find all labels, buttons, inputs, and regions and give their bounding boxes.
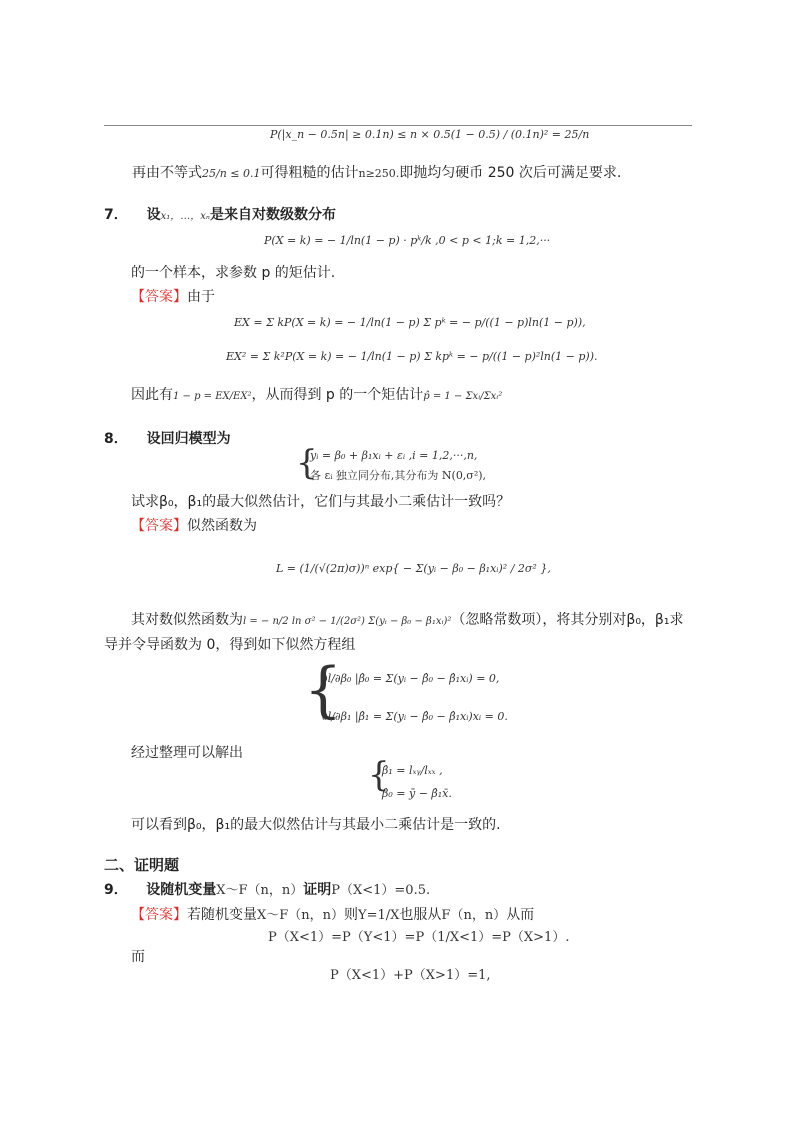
q9-answer-a: 若随机变量 [187, 907, 257, 923]
q9-number: 9． [104, 882, 128, 898]
q8-solve-line [131, 742, 243, 762]
q7-number: 7． [104, 207, 128, 223]
q8-equation1 [322, 672, 499, 685]
section-heading [104, 854, 179, 875]
q8-eq2-text: ∂l/∂β₁ |β̂₁ = Σ(yᵢ − β̂₀ − β̂₁xᵢ)xᵢ = 0. [322, 710, 508, 723]
q7-sample-line [131, 262, 335, 282]
q9-answer-math3: F（n，n） [441, 908, 507, 923]
q8-solution2 [382, 787, 452, 800]
q9-heading [104, 879, 430, 899]
q8-loglik-prefix: 其对数似然函数为 [131, 612, 243, 628]
q7-ex2 [226, 350, 598, 363]
q7-lead: 设 [146, 207, 161, 223]
q8-equations-brace: { [304, 655, 343, 725]
q8-title: 设回归模型为 [146, 431, 231, 447]
inequality-suffix: 即抛均匀硬币 250 次后可满足要求. [399, 165, 622, 181]
q9-chain-text: P（X<1）=P（Y<1）=P（1/X<1）=P（X>1）. [268, 930, 570, 945]
q8-solve-text: 经过整理可以解出 [131, 745, 243, 761]
q8-answer-line [131, 515, 257, 535]
q8-number: 8． [104, 431, 128, 447]
inequality-estimate: n≥250. [358, 167, 400, 180]
q8-likelihood-text: L = (1/(√(2π)σ))ⁿ exp{ − Σ(yᵢ − β₀ − β₁xᵢ)² / 2σ² }, [276, 562, 551, 575]
q9-title-b: 证明 [303, 882, 332, 898]
q8-sol2-text: β̂₀ = ȳ − β̂₁x̄. [382, 787, 452, 800]
q8-loglik-math: l = − n/2 ln σ² − 1/(2σ²) Σ(yᵢ − β₀ − β₁xᵢ)² [243, 616, 452, 627]
q7-conclude-mid: ，从而得到 p 的一个矩估计 [251, 387, 424, 403]
inequality-line [132, 162, 621, 182]
q8-eq1-text: ∂l/∂β₀ |β̂₀ = Σ(yᵢ − β̂₀ − β̂₁xᵢ) = 0, [322, 672, 500, 685]
q8-model-brace: { [296, 443, 318, 483]
header-rule [104, 125, 692, 126]
q7-title: 是来自对数级数分布 [209, 207, 336, 223]
answer-tag: 【答案】 [131, 518, 187, 534]
q7-conclusion [131, 384, 502, 404]
inequality-prefix: 再由不等式 [132, 165, 202, 181]
q8-solution1 [382, 764, 443, 777]
inequality-mid: 可得粗糙的估计 [260, 165, 359, 181]
q7-pmf [264, 234, 550, 247]
q7-ex1-text: EX = Σ kP(X = k) = − 1/ln(1 − p) Σ pᵏ = − p/((1 − p)ln(1 − p)), [234, 316, 586, 329]
answer-tag: 【答案】 [131, 907, 187, 923]
q8-final-text: 可以看到β₀，β₁的最大似然估计与其最小二乘估计是一致的. [131, 817, 501, 833]
q9-answer-b: 则 [344, 907, 359, 923]
q8-model-line2 [310, 467, 486, 483]
q7-conclude-math2: p̂ = 1 − Σxᵢ/Σxᵢ² [423, 391, 503, 402]
q8-question [131, 491, 510, 511]
q7-conclude-math1: 1 − p = EX/EX² [173, 391, 252, 402]
q9-and-text: 而 [131, 949, 145, 965]
q9-answer-d: 从而 [506, 907, 535, 923]
q7-answer-line [131, 286, 215, 306]
q8-sol1-text: β̂₁ = lₓᵧ/lₓₓ , [382, 764, 443, 777]
q8-model-line1 [310, 449, 477, 462]
q9-answer-line [131, 904, 534, 924]
q9-answer-math2: Y=1/X [358, 908, 400, 923]
q7-ex1 [234, 316, 586, 329]
q7-vars: x₁，…，xₙ [160, 211, 210, 222]
q7-pmf-text: P(X = k) = − 1/ln(1 − p) · pᵏ/k ,0 < p < 1;k = 1,2,··· [264, 234, 551, 247]
q9-sum [330, 964, 491, 983]
q8-ask-text: 试求β₀，β₁的最大似然估计，它们与其最小二乘估计一致吗？ [131, 494, 511, 510]
q8-loglik-line2 [104, 634, 355, 654]
q7-answer-text: 由于 [187, 289, 215, 305]
formula-text: P(|x_n − 0.5n| ≥ 0.1n) ≤ n × 0.5(1 − 0.5) / (0.1n)² = 25/n [270, 128, 590, 141]
q8-answer-text: 似然函数为 [187, 518, 257, 534]
q8-final [131, 814, 501, 834]
q9-sum-text: P（X<1）+P（X>1）=1, [330, 968, 491, 983]
q9-title-math1: X～F（n，n） [216, 883, 304, 898]
q7-ex2-text: EX² = Σ k²P(X = k) = − 1/ln(1 − p) Σ kpᵏ = − p/((1 − p)²ln(1 − p)). [226, 350, 598, 363]
answer-tag: 【答案】 [131, 289, 187, 305]
section-title: 二、证明题 [104, 856, 180, 874]
q8-model2-text: 各 εᵢ 独立同分布,其分布为 N(0,σ²), [310, 469, 487, 482]
q8-loglik-suffix: （忽略常数项），将其分别对β₀，β₁求 [451, 612, 684, 628]
q8-loglik-line [131, 609, 683, 629]
q7-conclude-prefix: 因此有 [131, 387, 173, 403]
q7-heading [104, 204, 336, 224]
inequality-math: 25/n ≤ 0.1 [202, 167, 261, 180]
q8-heading [104, 428, 231, 448]
q8-model1-text: yᵢ = β₀ + β₁xᵢ + εᵢ ,i = 1,2,···,n, [310, 449, 478, 462]
q9-answer-math1: X～F（n，n） [257, 908, 345, 923]
q7-sample-text: 的一个样本，求参数 p 的矩估计. [131, 265, 336, 281]
q8-loglik-line2-text: 导并令导函数为 0，得到如下似然方程组 [104, 637, 356, 653]
q8-likelihood [276, 562, 551, 575]
q9-and [131, 946, 145, 966]
q9-answer-c: 也服从 [399, 907, 442, 923]
tail-bound-formula [270, 127, 589, 141]
q8-equation2 [322, 710, 508, 723]
q8-solution-brace: { [368, 755, 390, 795]
q9-chain [268, 926, 569, 945]
q9-title-math2: P（X<1）=0.5. [331, 883, 431, 898]
q9-title-a: 设随机变量 [146, 882, 217, 898]
